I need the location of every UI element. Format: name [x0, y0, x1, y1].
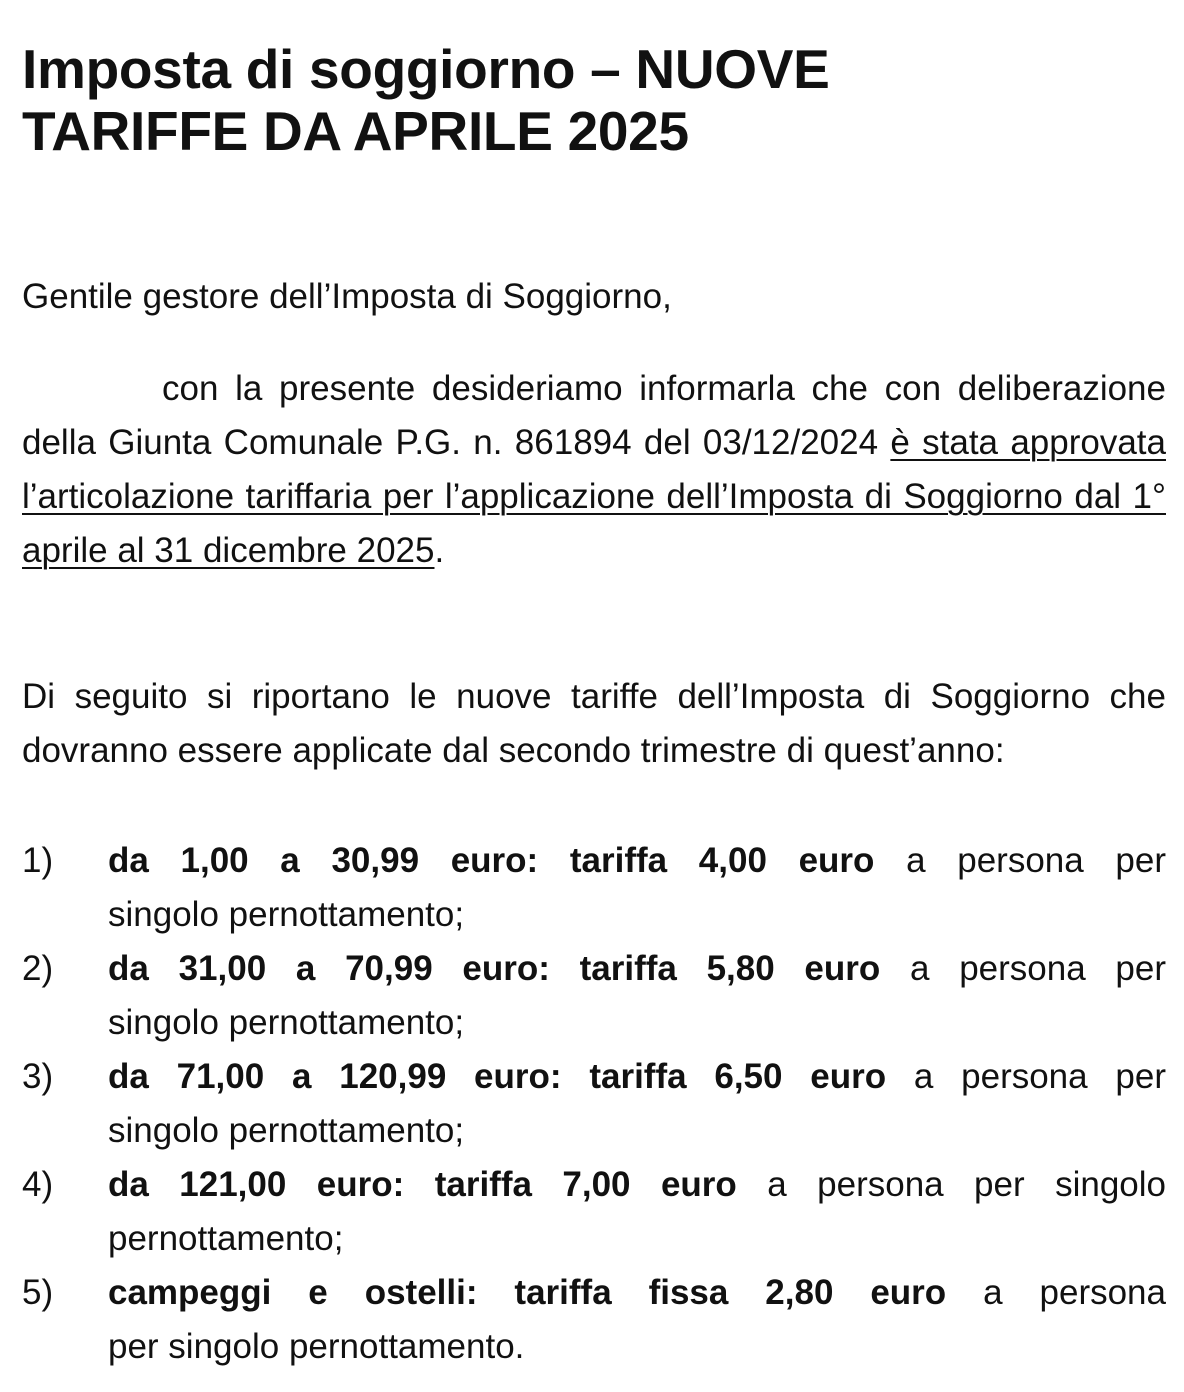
tariff-continuation: singolo pernottamento;	[108, 895, 465, 934]
tariff-number: 4)	[22, 1165, 54, 1204]
intro-paragraph	[22, 362, 1166, 578]
tariff-number: 1)	[22, 841, 54, 880]
tariff-rest-text: a persona per singolo	[736, 1165, 1166, 1204]
document-page	[22, 0, 1166, 1366]
tariff-continuation: per singolo pernottamento.	[108, 1327, 525, 1366]
greeting: Gentile gestore dell’Imposta di Soggiorno,	[22, 277, 672, 316]
tariff-number: 2)	[22, 949, 54, 988]
tariff-number: 3)	[22, 1057, 54, 1096]
tariff-list	[22, 834, 1166, 1374]
tariff-rest-text: a persona per	[886, 1057, 1166, 1096]
tariff-bold-text: campeggi e ostelli: tariffa fissa 2,80 euro	[108, 1273, 947, 1312]
underlined-approval-text: è stata approvata l’articolazione tariffaria per l’applicazione dell’Imposta di Soggiorno dal 1° aprile al 31 dicembre 2025	[22, 423, 1166, 570]
tariff-continuation: singolo pernottamento;	[108, 1111, 465, 1150]
tariff-item	[22, 942, 1166, 1050]
title-line-1: Imposta di soggiorno – NUOVE	[22, 38, 830, 100]
page-title	[22, 0, 1166, 162]
tariff-bold-text: da 1,00 a 30,99 euro: tariffa 4,00 euro	[108, 841, 875, 880]
tariff-rest-text: a persona	[946, 1273, 1166, 1312]
intro-end: .	[434, 531, 445, 570]
tariff-number: 5)	[22, 1273, 54, 1312]
tariff-item	[22, 1266, 1166, 1374]
tariff-item	[22, 834, 1166, 942]
tariff-item	[22, 1158, 1166, 1266]
intro-text: con la presente desideriamo informarla che con deliberazione della Giunta Comunale P.G. n. 861894 del 03/12/2024	[22, 369, 1166, 462]
tariff-continuation: pernottamento;	[108, 1219, 344, 1258]
tariff-continuation: singolo pernottamento;	[108, 1003, 465, 1042]
tariff-rest-text: a persona per	[880, 949, 1166, 988]
tariff-rest-text: a persona per	[874, 841, 1166, 880]
title-line-2: TARIFFE DA APRILE 2025	[22, 100, 689, 162]
tariff-bold-text: da 31,00 a 70,99 euro: tariffa 5,80 euro	[108, 949, 881, 988]
tariff-item	[22, 1050, 1166, 1158]
tariffs-intro-paragraph: Di seguito si riportano le nuove tariffe dell’Imposta di Soggiorno che dovranno essere applicate dal secondo trimestre di quest’anno:	[22, 677, 1166, 770]
tariff-bold-text: da 121,00 euro: tariffa 7,00 euro	[108, 1165, 737, 1204]
tariff-bold-text: da 71,00 a 120,99 euro: tariffa 6,50 euro	[108, 1057, 887, 1096]
